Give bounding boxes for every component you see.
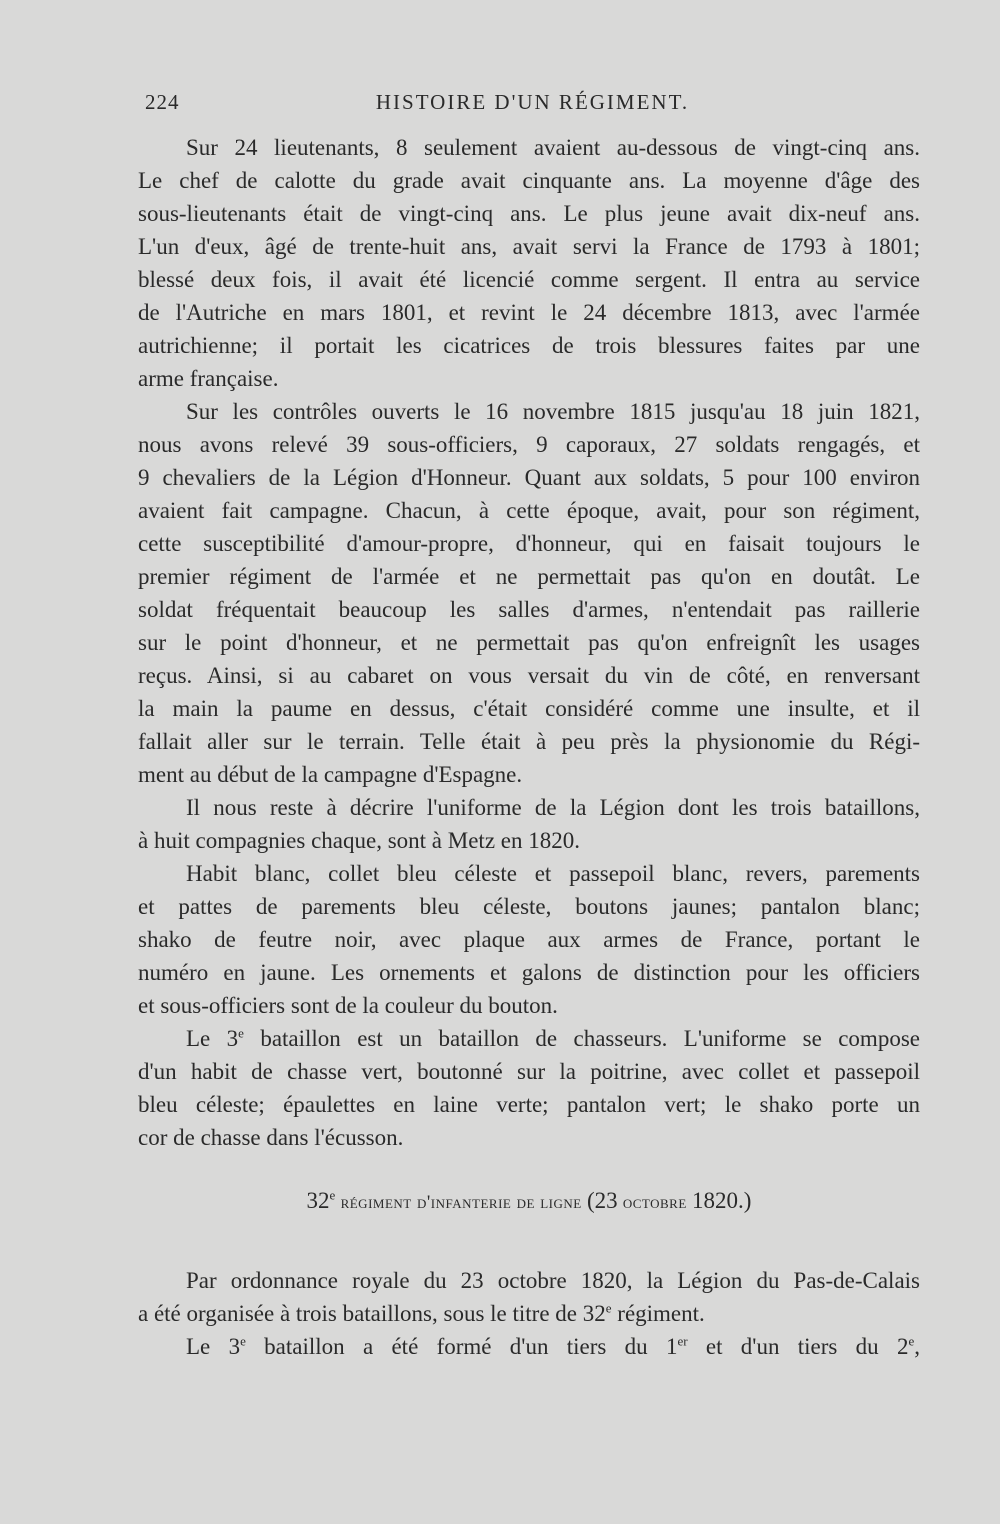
paragraph-4: [138, 857, 920, 1022]
text-line: autrichienne; il portait les cicatrices de trois blessures faites par une: [138, 333, 920, 358]
paragraph-6: [138, 1264, 920, 1363]
section-heading: [138, 1184, 920, 1219]
text-line: [138, 1330, 920, 1363]
text-run: bataillon a été formé d'un tiers du 1: [245, 1334, 678, 1359]
text-line: Par ordonnance royale du 23 octobre 1820, la Légion du Pas-de-Calais: [186, 1268, 920, 1293]
heading-title: régiment d'infanterie de ligne: [335, 1192, 587, 1213]
superscript: er: [677, 1333, 688, 1349]
text-line: Il nous reste à décrire l'uniforme de la Légion dont les trois bataillons,: [186, 795, 920, 820]
heading-date-open: (23: [586, 1188, 618, 1213]
text-line: sur le point d'honneur, et ne permettait pas qu'on enfreignît les usages: [138, 630, 920, 655]
text-line: cor de chasse dans l'écusson.: [138, 1125, 404, 1150]
text-line: et sous-officiers sont de la couleur du bouton.: [138, 993, 558, 1018]
superscript: e: [605, 1300, 612, 1316]
superscript: e: [240, 1333, 246, 1349]
text-line: Sur 24 lieutenants, 8 seulement avaient au-dessous de vingt-cinq ans.: [186, 135, 920, 160]
text-line: [138, 1022, 920, 1055]
text-run: ,: [914, 1334, 921, 1359]
text-run: bataillon est un bataillon de chasseurs. L'uniforme se compose: [243, 1026, 920, 1051]
heading-number: 32: [306, 1188, 330, 1213]
paragraph-1: [138, 131, 920, 395]
text-run: a été organisée à trois bataillons, sous le titre de 32: [138, 1301, 606, 1326]
text-line: la main la paume en dessus, c'était considéré comme une insulte, et il: [138, 696, 920, 721]
text-line: 9 chevaliers de la Légion d'Honneur. Quant aux soldats, 5 pour 100 environ: [138, 465, 920, 490]
heading-month: octobre: [617, 1192, 693, 1213]
text-line: cette susceptibilité d'amour-propre, d'honneur, qui en faisait toujours le: [138, 531, 920, 556]
text-line: avaient fait campagne. Chacun, à cette époque, avait, pour son régiment,: [138, 498, 920, 523]
text-line: Habit blanc, collet bleu céleste et passepoil blanc, revers, parements: [186, 861, 920, 886]
superscript: e: [329, 1187, 336, 1203]
text-line: Le chef de calotte du grade avait cinquante ans. La moyenne d'âge des: [138, 168, 920, 193]
text-line: [138, 1297, 920, 1330]
heading-date-close: 1820.): [692, 1188, 752, 1213]
text-run: régiment.: [611, 1301, 705, 1326]
text-line: arme française.: [138, 366, 279, 391]
page-header: [145, 90, 920, 120]
text-line: soldat fréquentait beaucoup les salles d'armes, n'entendait pas raillerie: [138, 597, 920, 622]
paragraph-5: [138, 1022, 920, 1154]
text-line: de l'Autriche en mars 1801, et revint le 24 décembre 1813, avec l'armée: [138, 300, 920, 325]
text-line: fallait aller sur le terrain. Telle était à peu près la physionomie du Régi-: [138, 729, 920, 754]
text-line: numéro en jaune. Les ornements et galons de distinction pour les officiers: [138, 960, 920, 985]
text-line: blessé deux fois, il avait été licencié comme sergent. Il entra au service: [138, 267, 920, 292]
running-head: HISTOIRE D'UN RÉGIMENT.: [375, 90, 690, 114]
paragraph-2: [138, 395, 920, 791]
text-line: d'un habit de chasse vert, boutonné sur la poitrine, avec collet et passepoil: [138, 1059, 920, 1084]
text-line: nous avons relevé 39 sous-officiers, 9 caporaux, 27 soldats rengagés, et: [138, 432, 920, 457]
page-number: 224: [145, 90, 180, 114]
text-line: reçus. Ainsi, si au cabaret on vous versait du vin de côté, en renversant: [138, 663, 920, 688]
text-line: bleu céleste; épaulettes en laine verte; pantalon vert; le shako porte un: [138, 1092, 920, 1117]
superscript: e: [238, 1025, 244, 1041]
text-run: Le 3: [186, 1334, 241, 1359]
text-line: Sur les contrôles ouverts le 16 novembre 1815 jusqu'au 18 juin 1821,: [186, 399, 920, 424]
text-line: sous-lieutenants était de vingt-cinq ans. Le plus jeune avait dix-neuf ans.: [138, 201, 920, 226]
text-line: à huit compagnies chaque, sont à Metz en 1820.: [138, 828, 580, 853]
text-run: et d'un tiers du 2: [687, 1334, 909, 1359]
text-line: et pattes de parements bleu céleste, boutons jaunes; pantalon blanc;: [138, 894, 920, 919]
text-line: ment au début de la campagne d'Espagne.: [138, 762, 523, 787]
superscript: e: [908, 1333, 915, 1349]
text-line: premier régiment de l'armée et ne permettait pas qu'on en doutât. Le: [138, 564, 920, 589]
paragraph-3: [138, 791, 920, 857]
text-line: L'un d'eux, âgé de trente-huit ans, avait servi la France de 1793 à 1801;: [138, 234, 920, 259]
text-run: Le 3: [186, 1026, 239, 1051]
text-line: shako de feutre noir, avec plaque aux armes de France, portant le: [138, 927, 920, 952]
